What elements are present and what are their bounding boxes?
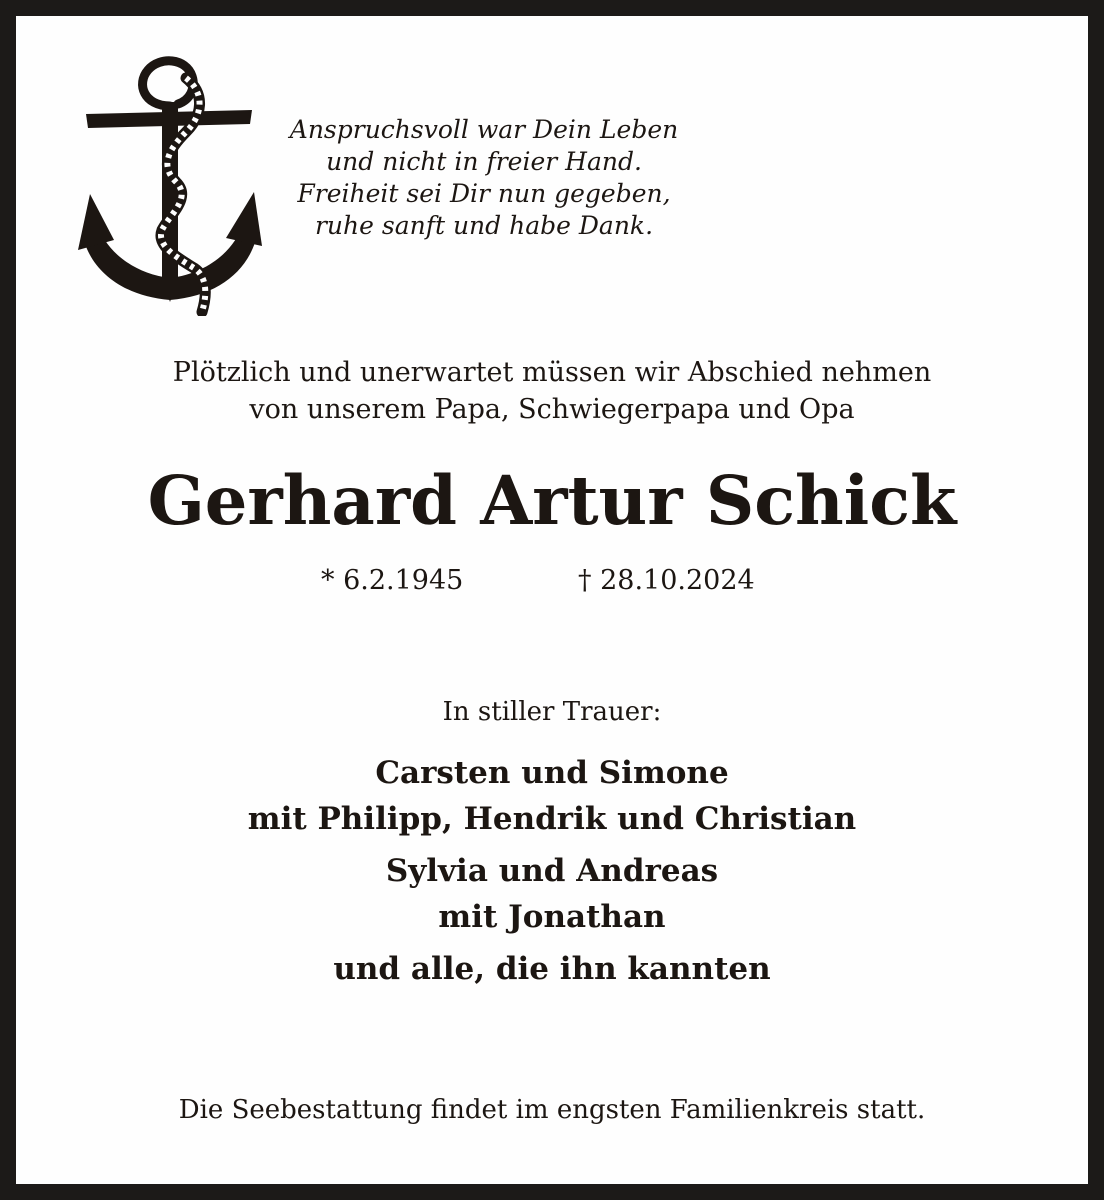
mourner-line: mit Philipp, Hendrik und Christian <box>247 801 857 837</box>
intro-line: von unserem Papa, Schwiegerpapa und Opa <box>249 394 855 425</box>
poem <box>284 114 684 242</box>
poem-line: ruhe sanft und habe Dank. <box>314 211 654 240</box>
poem-line: Anspruchsvoll war Dein Leben <box>289 115 679 144</box>
mourner-line: mit Jonathan <box>438 899 666 935</box>
mourner-line: Carsten und Simone <box>375 755 729 791</box>
poem-line: und nicht in freier Hand. <box>326 147 642 176</box>
mourner-group <box>16 750 1088 842</box>
intro-line: Plötzlich und unerwartet müssen wir Abschied nehmen <box>172 357 932 388</box>
mourner-line: Sylvia und Andreas <box>385 853 719 889</box>
anchor-icon <box>74 54 266 316</box>
deceased-name: Gerhard Artur Schick <box>147 461 957 540</box>
intro-text <box>16 354 1088 428</box>
mourners-list <box>16 750 1088 992</box>
birth-date: * 6.2.1945 <box>321 565 464 596</box>
obituary-notice <box>16 16 1088 1184</box>
mourner-group <box>16 848 1088 940</box>
poem-line: Freiheit sei Dir nun gegeben, <box>297 179 671 208</box>
burial-note: Die Seebestattung findet im engsten Familienkreis statt. <box>178 1095 926 1125</box>
death-date: † 28.10.2024 <box>578 565 755 596</box>
mourner-closing: und alle, die ihn kannten <box>333 951 771 987</box>
mourning-heading: In stiller Trauer: <box>442 697 662 727</box>
